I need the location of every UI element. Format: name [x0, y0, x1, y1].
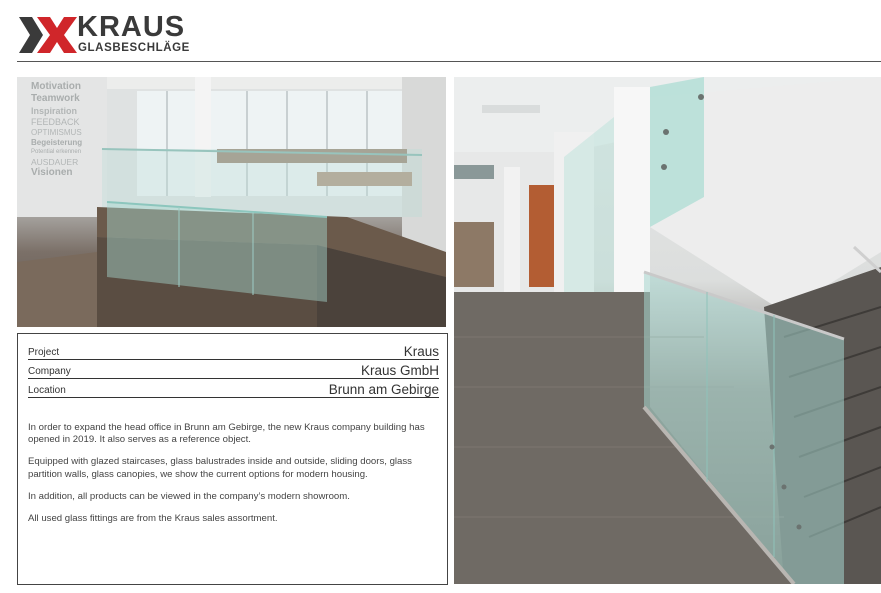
staircase-scene: [454, 77, 881, 584]
company-value: Kraus GmbH: [360, 363, 439, 378]
project-description: [28, 422, 442, 535]
company-label: Company: [28, 366, 71, 377]
description-paragraph: In addition, all products can be viewed in the company’s modern showroom.: [28, 490, 350, 502]
description-paragraph: Equipped with glazed staircases, glass balustrades inside and outside, sliding doors, glass partition walls, glass canopies, we show the current options for modern housing.: [28, 456, 412, 480]
wall-word: Teamwork: [31, 93, 80, 104]
description-paragraph: All used glass fittings are from the Kraus sales assortment.: [28, 513, 278, 525]
page-header: [0, 0, 881, 62]
logo-mark-icon: [17, 13, 79, 57]
project-label: Project: [28, 347, 60, 358]
wall-word: Visionen: [31, 167, 73, 178]
description-paragraph: In order to expand the head office in Brunn am Gebirge, the new Kraus company building has opened in 2019. It also serves as a reference object.: [28, 422, 425, 446]
office-balustrade-photo: [17, 77, 446, 327]
wall-word: Inspiration: [31, 106, 78, 116]
company-row: [28, 361, 439, 379]
header-divider: [17, 61, 881, 62]
location-row: [28, 380, 439, 398]
kraus-logo: [17, 13, 202, 57]
wall-word: Motivation: [31, 81, 81, 92]
wall-word: FEEDBACK: [31, 117, 80, 127]
wall-word: OPTIMISMUS: [31, 128, 82, 137]
wall-word: Begeisterung: [31, 138, 83, 147]
motivation-wall-text: [31, 81, 111, 179]
brand-tagline: GLASBESCHLÄGE: [78, 42, 190, 54]
staircase-glass-railing-photo: [454, 77, 881, 584]
brand-name: KRAUS: [77, 11, 186, 43]
wall-word: AUSDAUER: [31, 157, 79, 167]
project-info-panel: [17, 333, 448, 585]
project-value: Kraus: [403, 344, 439, 359]
location-label: Location: [28, 385, 66, 396]
location-value: Brunn am Gebirge: [328, 382, 439, 397]
project-row: [28, 342, 439, 360]
wall-word: Potential erkennen: [31, 149, 82, 155]
